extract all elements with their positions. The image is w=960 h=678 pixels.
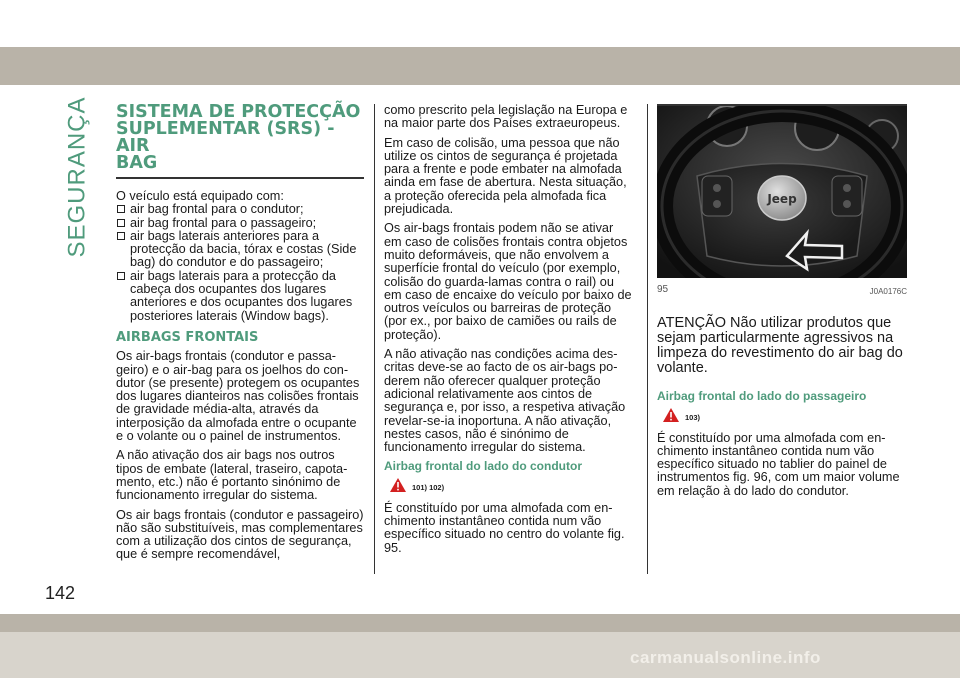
warning-refs: 103) bbox=[685, 412, 701, 422]
list-item: air bags laterais para a protecção da cabeça dos ocupantes dos lugares anteriores e dos ocupantes dos lugares posteriores laterais (Window bags). bbox=[116, 270, 364, 323]
figure-number: 95 bbox=[657, 284, 669, 295]
warning-icon bbox=[663, 408, 679, 422]
intro-text: O veículo está equipado com: bbox=[116, 189, 284, 203]
bottom-band bbox=[0, 614, 960, 632]
list-item: air bag frontal para o condutor; bbox=[116, 203, 364, 216]
subheading-airbags-frontais: AIRBAGS FRONTAIS bbox=[116, 329, 259, 345]
paragraph: Os air bags frontais (condutor e passageiro) não são substituíveis, mas complementares com a utilização dos cintos de segurança, que é sempre recomendável, bbox=[116, 507, 364, 562]
list-item: air bags laterais anteriores para a protecção da bacia, tórax e costas (Side bag) do condutor e do passageiro; bbox=[116, 230, 364, 270]
jeep-logo: Jeep bbox=[767, 192, 797, 206]
column-divider bbox=[374, 104, 375, 574]
paragraph: É constituído por uma almofada com enchimento instantâneo contida num vão específico situado no centro do volante fig. 95. bbox=[384, 500, 625, 555]
figure-caption bbox=[657, 283, 907, 298]
warning-refs: 101) 102) bbox=[412, 482, 445, 492]
paragraph: É constituído por uma almofada com enchimento instantâneo contida num vão específico situado no tablier do painel de instrumentos fig. 96, com um maior volume em relação à do lado do condutor. bbox=[657, 430, 900, 498]
column-2 bbox=[384, 104, 632, 561]
paragraph: A não ativação dos air bags nos outros tipos de embate (lateral, traseiro, capotamento, etc.) não é portanto sinónimo de funcionamento irregular do sistema. bbox=[116, 448, 348, 503]
warning-note bbox=[663, 408, 907, 428]
figure-code: J0A0176C bbox=[869, 287, 907, 296]
page-number: 142 bbox=[45, 583, 76, 603]
paragraph: A não ativação nas condições acima descritas deve-se ao facto de os air-bags poderem não oferecer qualquer proteção adicional relativamente aos cintos de segurança e, por isso, a respetiva ativação revelar-se-ia inoportuna. A não ativação, nestes casos, não é sinónimo de funcionamento irregular do sistema. bbox=[384, 347, 626, 455]
column-divider bbox=[647, 104, 648, 574]
subheading-driver-airbag: Airbag frontal do lado do condutor bbox=[384, 459, 582, 474]
attention-note: ATENÇÃO Não utilizar produtos que sejam particularmente agressivos na limpeza do revestimento do air bag do volante. bbox=[657, 315, 903, 377]
paragraph: como prescrito pela legislação na Europa e na maior parte dos Países extraeuropeus. bbox=[384, 103, 628, 131]
column-1 bbox=[116, 104, 364, 568]
list-item: air bag frontal para o passageiro; bbox=[116, 217, 364, 230]
warning-note bbox=[390, 478, 632, 498]
top-band bbox=[0, 47, 960, 85]
paragraph: Em caso de colisão, uma pessoa que não utilize os cintos de segurança é projetada para a frente e pode embater na almofada ainda em fase de abertura. Nesta situação, a proteção oferecida pela almofada fica prejudicada. bbox=[384, 135, 627, 217]
steering-wheel-figure bbox=[657, 104, 907, 278]
warning-icon bbox=[390, 478, 406, 492]
section-label: SEGURANÇA bbox=[64, 96, 91, 258]
subheading-passenger-airbag: Airbag frontal do lado do passageiro bbox=[657, 389, 867, 404]
column-3 bbox=[657, 104, 907, 504]
page-title: SISTEMA DE PROTECÇÃO SUPLEMENTAR (SRS) - AIR BAG bbox=[116, 104, 364, 179]
paragraph: Os air-bags frontais (condutor e passageiro) e o air-bag para os joelhos do condutor (se presente) protegem os ocupantes dos lugares dianteiros nas colisões frontais de gravidade média-alta, através da interposição da almofada entre o ocupante e o volante ou o painel de instrumentos. bbox=[116, 349, 360, 444]
paragraph: Os air-bags frontais podem não se ativar em caso de colisões frontais contra objetos muito deformáveis, que não envolvem a superfície frontal do veículo (por exemplo, colisão do guarda-lamas contra o rail) ou em caso de encaixe do veículo por baixo de outros veículos ou barreiras de proteção (por ex., por baixo de camiões ou rails de proteção). bbox=[384, 221, 632, 342]
watermark: carmanualsonline.info bbox=[630, 648, 821, 667]
steering-wheel-image bbox=[657, 106, 907, 278]
